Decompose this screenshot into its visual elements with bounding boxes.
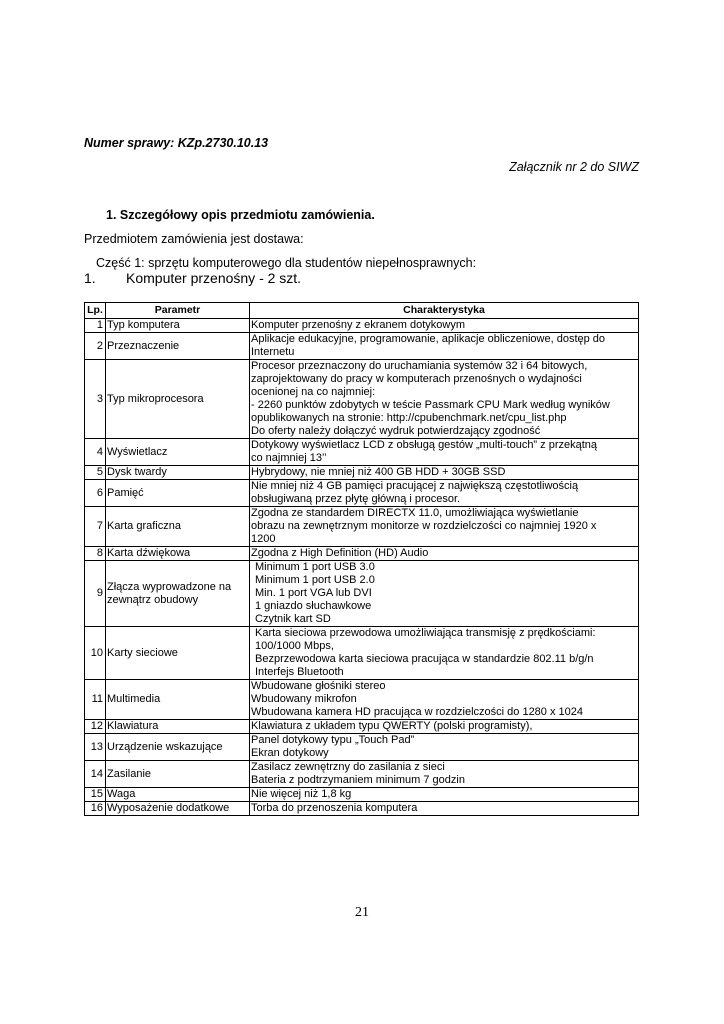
row-characteristics xyxy=(250,547,639,561)
characteristic-line: Klawiatura z układem typu QWERTY (polski programisty), xyxy=(251,720,533,732)
characteristic-line: - 2260 punktów zdobytych w teście Passmark CPU Mark według wyników xyxy=(251,399,610,411)
characteristic-line: Komputer przenośny z ekranem dotykowym xyxy=(251,319,465,331)
row-lp: 10 xyxy=(85,627,106,680)
row-characteristics xyxy=(250,360,639,439)
characteristic-line: Dotykowy wyświetlacz LCD z obsługą gestów „multi-touch” z przekątną xyxy=(251,439,598,451)
characteristic-line: 100/1000 Mbps, xyxy=(255,640,334,652)
characteristic-line: Hybrydowy, nie mniej niż 400 GB HDD + 30GB SSD xyxy=(251,466,506,478)
row-parameter xyxy=(106,561,250,627)
item-title: Komputer przenośny - 2 szt. xyxy=(126,270,302,286)
characteristic-line: Zgodna z High Definition (HD) Audio xyxy=(251,547,429,559)
row-parameter xyxy=(106,680,250,720)
parameter-line: Dysk twardy xyxy=(107,466,167,478)
characteristic-line: Nie mniej niż 4 GB pamięci pracującej z największą częstotliwością xyxy=(251,480,579,492)
specification-table xyxy=(84,302,639,816)
characteristic-line: Zasilacz zewnętrzny do zasilania z sieci xyxy=(251,761,445,773)
row-parameter xyxy=(106,360,250,439)
row-characteristics xyxy=(250,319,639,333)
characteristic-line: Minimum 1 port USB 2.0 xyxy=(255,574,375,586)
header-lp: Lp. xyxy=(85,303,106,319)
parameter-line: Urządzenie wskazujące xyxy=(107,740,223,753)
row-parameter xyxy=(106,319,250,333)
row-parameter xyxy=(106,734,250,761)
intro-text: Przedmiotem zamówienia jest dostawa: xyxy=(84,232,304,246)
parameter-line: Multimedia xyxy=(107,693,161,705)
characteristic-line: Do oferty należy dołączyć wydruk potwierdzający zgodność xyxy=(251,425,541,437)
row-parameter xyxy=(106,466,250,480)
row-parameter xyxy=(106,788,250,802)
row-lp: 4 xyxy=(85,439,106,466)
row-parameter xyxy=(106,507,250,547)
parameter-line: Zasilanie xyxy=(107,767,152,780)
parameter-line: Typ mikroprocesora xyxy=(107,392,204,405)
table-row xyxy=(85,319,639,333)
parameter-line: Karta graficzna xyxy=(107,520,181,532)
row-characteristics xyxy=(250,480,639,507)
table-body xyxy=(85,319,639,816)
row-lp: 11 xyxy=(85,680,106,720)
characteristic-line: ocenionej na co najmniej: xyxy=(251,386,376,398)
characteristic-line: Min. 1 port VGA lub DVI xyxy=(255,587,372,599)
characteristic-line: obrazu na zewnętrznym monitorze w rozdzielczości co najmniej 1920 x xyxy=(251,520,597,532)
parameter-line: Wyposażenie dodatkowe xyxy=(107,802,230,814)
table-row xyxy=(85,561,639,627)
characteristic-line: Internetu xyxy=(251,346,295,358)
characteristic-line: Wbudowane głośniki stereo xyxy=(251,680,386,692)
row-characteristics xyxy=(250,627,639,680)
table-row xyxy=(85,802,639,816)
characteristic-line: co najmniej 13’’ xyxy=(251,452,327,464)
characteristic-line: Panel dotykowy typu „Touch Pad” xyxy=(251,734,415,746)
row-characteristics xyxy=(250,802,639,816)
row-characteristics xyxy=(250,761,639,788)
table-row xyxy=(85,680,639,720)
table-row xyxy=(85,720,639,734)
row-parameter xyxy=(106,627,250,680)
section-heading: 1. Szczegółowy opis przedmiotu zamówienia. xyxy=(106,208,375,222)
row-characteristics xyxy=(250,734,639,761)
row-characteristics xyxy=(250,561,639,627)
header-param: Parametr xyxy=(106,303,250,319)
characteristic-line: 1 gniazdo słuchawkowe xyxy=(255,600,372,612)
table-row xyxy=(85,734,639,761)
row-lp: 13 xyxy=(85,734,106,761)
row-characteristics xyxy=(250,788,639,802)
row-lp: 3 xyxy=(85,360,106,439)
row-parameter xyxy=(106,439,250,466)
characteristic-line: Aplikacje edukacyjne, programowanie, aplikacje obliczeniowe, dostęp do xyxy=(251,333,606,345)
parameter-line: zewnątrz obudowy xyxy=(107,593,199,606)
table-row xyxy=(85,333,639,360)
table-row xyxy=(85,788,639,802)
characteristic-line: obsługiwaną przez płytę główną i procesor. xyxy=(251,493,461,505)
parameter-line: Wyświetlacz xyxy=(107,445,168,458)
row-lp: 1 xyxy=(85,319,106,333)
table-row xyxy=(85,761,639,788)
item-heading xyxy=(84,270,301,286)
characteristic-line: Wbudowany mikrofon xyxy=(251,693,357,705)
parameter-line: Waga xyxy=(107,788,136,800)
row-parameter xyxy=(106,333,250,360)
parameter-line: Złącza wyprowadzone na xyxy=(107,580,232,593)
characteristic-line: Ekran dotykowy xyxy=(251,747,329,759)
row-parameter xyxy=(106,802,250,816)
row-parameter xyxy=(106,480,250,507)
row-parameter xyxy=(106,761,250,788)
parameter-line: Karta dźwiękowa xyxy=(107,547,191,559)
characteristic-line: Karta sieciowa przewodowa umożliwiająca transmisję z prędkościami: xyxy=(255,627,596,639)
table-row xyxy=(85,507,639,547)
row-lp: 2 xyxy=(85,333,106,360)
page-number: 21 xyxy=(355,905,369,920)
table-row xyxy=(85,360,639,439)
annex-label: Załącznik nr 2 do SIWZ xyxy=(509,160,639,174)
characteristic-line: zaprojektowany do pracy w komputerach przenośnych o wydajności xyxy=(251,373,582,385)
characteristic-line: Bezprzewodowa karta sieciowa pracująca w standardzie 802.11 b/g/n xyxy=(255,653,594,665)
table-row xyxy=(85,627,639,680)
row-lp: 7 xyxy=(85,507,106,547)
row-lp: 9 xyxy=(85,561,106,627)
parameter-line: Klawiatura xyxy=(107,720,159,732)
row-lp: 15 xyxy=(85,788,106,802)
characteristic-line: Torba do przenoszenia komputera xyxy=(251,802,418,814)
row-characteristics xyxy=(250,333,639,360)
characteristic-line: Nie więcej niż 1,8 kg xyxy=(251,788,352,800)
table-row xyxy=(85,547,639,561)
characteristic-line: Zgodna ze standardem DIRECTX 11.0, umożliwiająca wyświetlanie xyxy=(251,507,579,519)
table-row xyxy=(85,466,639,480)
row-parameter xyxy=(106,720,250,734)
table-row xyxy=(85,439,639,466)
row-characteristics xyxy=(250,439,639,466)
row-characteristics xyxy=(250,680,639,720)
characteristic-line: Interfejs Bluetooth xyxy=(255,666,344,678)
parameter-line: Pamięć xyxy=(107,486,144,499)
row-parameter xyxy=(106,547,250,561)
row-lp: 14 xyxy=(85,761,106,788)
characteristic-line: 1200 xyxy=(251,533,276,545)
case-number: Numer sprawy: KZp.2730.10.13 xyxy=(84,136,269,150)
parameter-line: Typ komputera xyxy=(107,319,180,331)
characteristic-line: Czytnik kart SD xyxy=(255,613,331,625)
row-characteristics xyxy=(250,720,639,734)
row-lp: 6 xyxy=(85,480,106,507)
header-char: Charakterystyka xyxy=(250,303,639,319)
characteristic-line: Minimum 1 port USB 3.0 xyxy=(255,561,375,573)
parameter-line: Przeznaczenie xyxy=(107,339,180,352)
part-description: Część 1: sprzętu komputerowego dla studentów niepełnosprawnych: xyxy=(96,256,477,270)
characteristic-line: opublikowanych na stronie: http://cpubenchmark.net/cpu_list.php xyxy=(251,412,567,424)
characteristic-line: Procesor przeznaczony do uruchamiania systemów 32 i 64 bitowych, xyxy=(251,360,588,372)
table-row xyxy=(85,480,639,507)
characteristic-line: Wbudowana kamera HD pracująca w rozdzielczości do 1280 x 1024 xyxy=(251,706,584,718)
row-lp: 5 xyxy=(85,466,106,480)
characteristic-line: Bateria z podtrzymaniem minimum 7 godzin xyxy=(251,774,465,786)
row-lp: 12 xyxy=(85,720,106,734)
item-number: 1. xyxy=(84,270,96,286)
row-lp: 8 xyxy=(85,547,106,561)
parameter-line: Karty sieciowe xyxy=(107,646,178,659)
row-lp: 16 xyxy=(85,802,106,816)
row-characteristics xyxy=(250,507,639,547)
row-characteristics xyxy=(250,466,639,480)
table-header-row xyxy=(85,303,639,319)
